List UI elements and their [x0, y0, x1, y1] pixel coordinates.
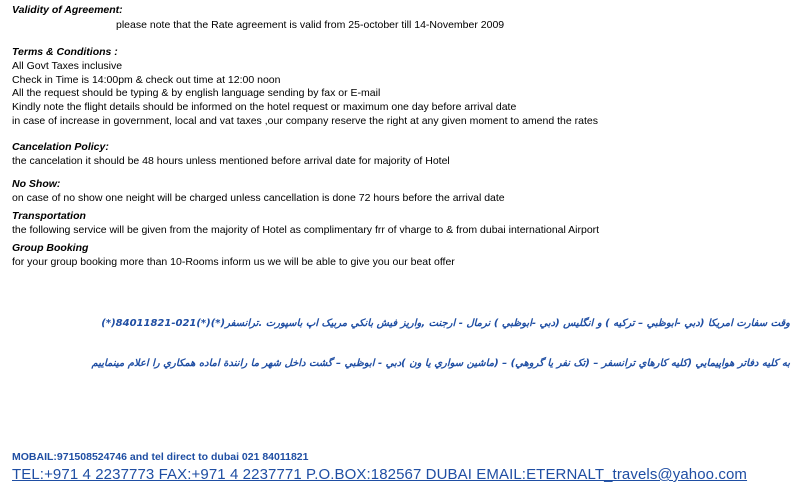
cancelation-text: the cancelation it should be 48 hours unless mentioned before arrival date for majority of Hotel [12, 155, 450, 167]
validity-text: please note that the Rate agreement is valid from 25-october till 14-November 2009 [116, 19, 505, 31]
contact-tel-line: TEL:+971 4 2237773 FAX:+971 4 2237771 P.O.BOX:182567 DUBAI EMAIL:ETERNALT_travels@yahoo.com [12, 466, 748, 483]
noshow-text: on case of no show one neight will be charged unless cancellation is done 72 hours before the arrival date [12, 192, 505, 204]
contact-mobile: MOBAIL:971508524746 and tel direct to dubai 021 84011821 [12, 451, 309, 463]
terms-line: in case of increase in government, local and vat taxes ,our company reserve the right at any given moment to amend the rates [12, 115, 598, 127]
cancelation-heading: Cancelation Policy: [12, 141, 109, 153]
noshow-heading: No Show: [12, 178, 61, 190]
terms-line: Kindly note the flight details should be informed on the hotel request or maximum one day before arrival date [12, 101, 517, 113]
transport-text: the following service will be given from the majority of Hotel as complimentary frr of vharge to & from dubai international Airport [12, 224, 600, 236]
terms-line: Check in Time is 14:00pm & check out time at 12:00 noon [12, 74, 281, 86]
terms-heading: Terms & Conditions : [12, 46, 118, 58]
farsi-line-1: وقت سفارت امریکا (دبي -ابوظبي – ترکيه ) و انگليس (دبي -ابوظبي ) نرمال - ارجنت ,واريز فيش بانکي مربيک اپ باسپورت .ترانسفر(*)(*)021-84011821(*) [101, 318, 790, 329]
group-text: for your group booking more than 10-Rooms inform us we will be able to give you our beat offer [12, 256, 455, 268]
transport-heading: Transportation [12, 210, 86, 222]
terms-line: All Govt Taxes inclusive [12, 60, 123, 72]
group-heading: Group Booking [12, 242, 89, 254]
farsi-line-2: به کليه دفاتر هواپيمايي (کليه کارهاي ترانسفر – (تک نفر يا گروهي) – (ماشين سواري يا ون )دبي - ابوظبي – گشت داخل شهر ما رانندة اماده همکاري را اعلام مينماييم [91, 358, 790, 369]
validity-heading: Validity of Agreement: [12, 4, 123, 16]
terms-line: All the request should be typing & by english language sending by fax or E-mail [12, 87, 381, 99]
